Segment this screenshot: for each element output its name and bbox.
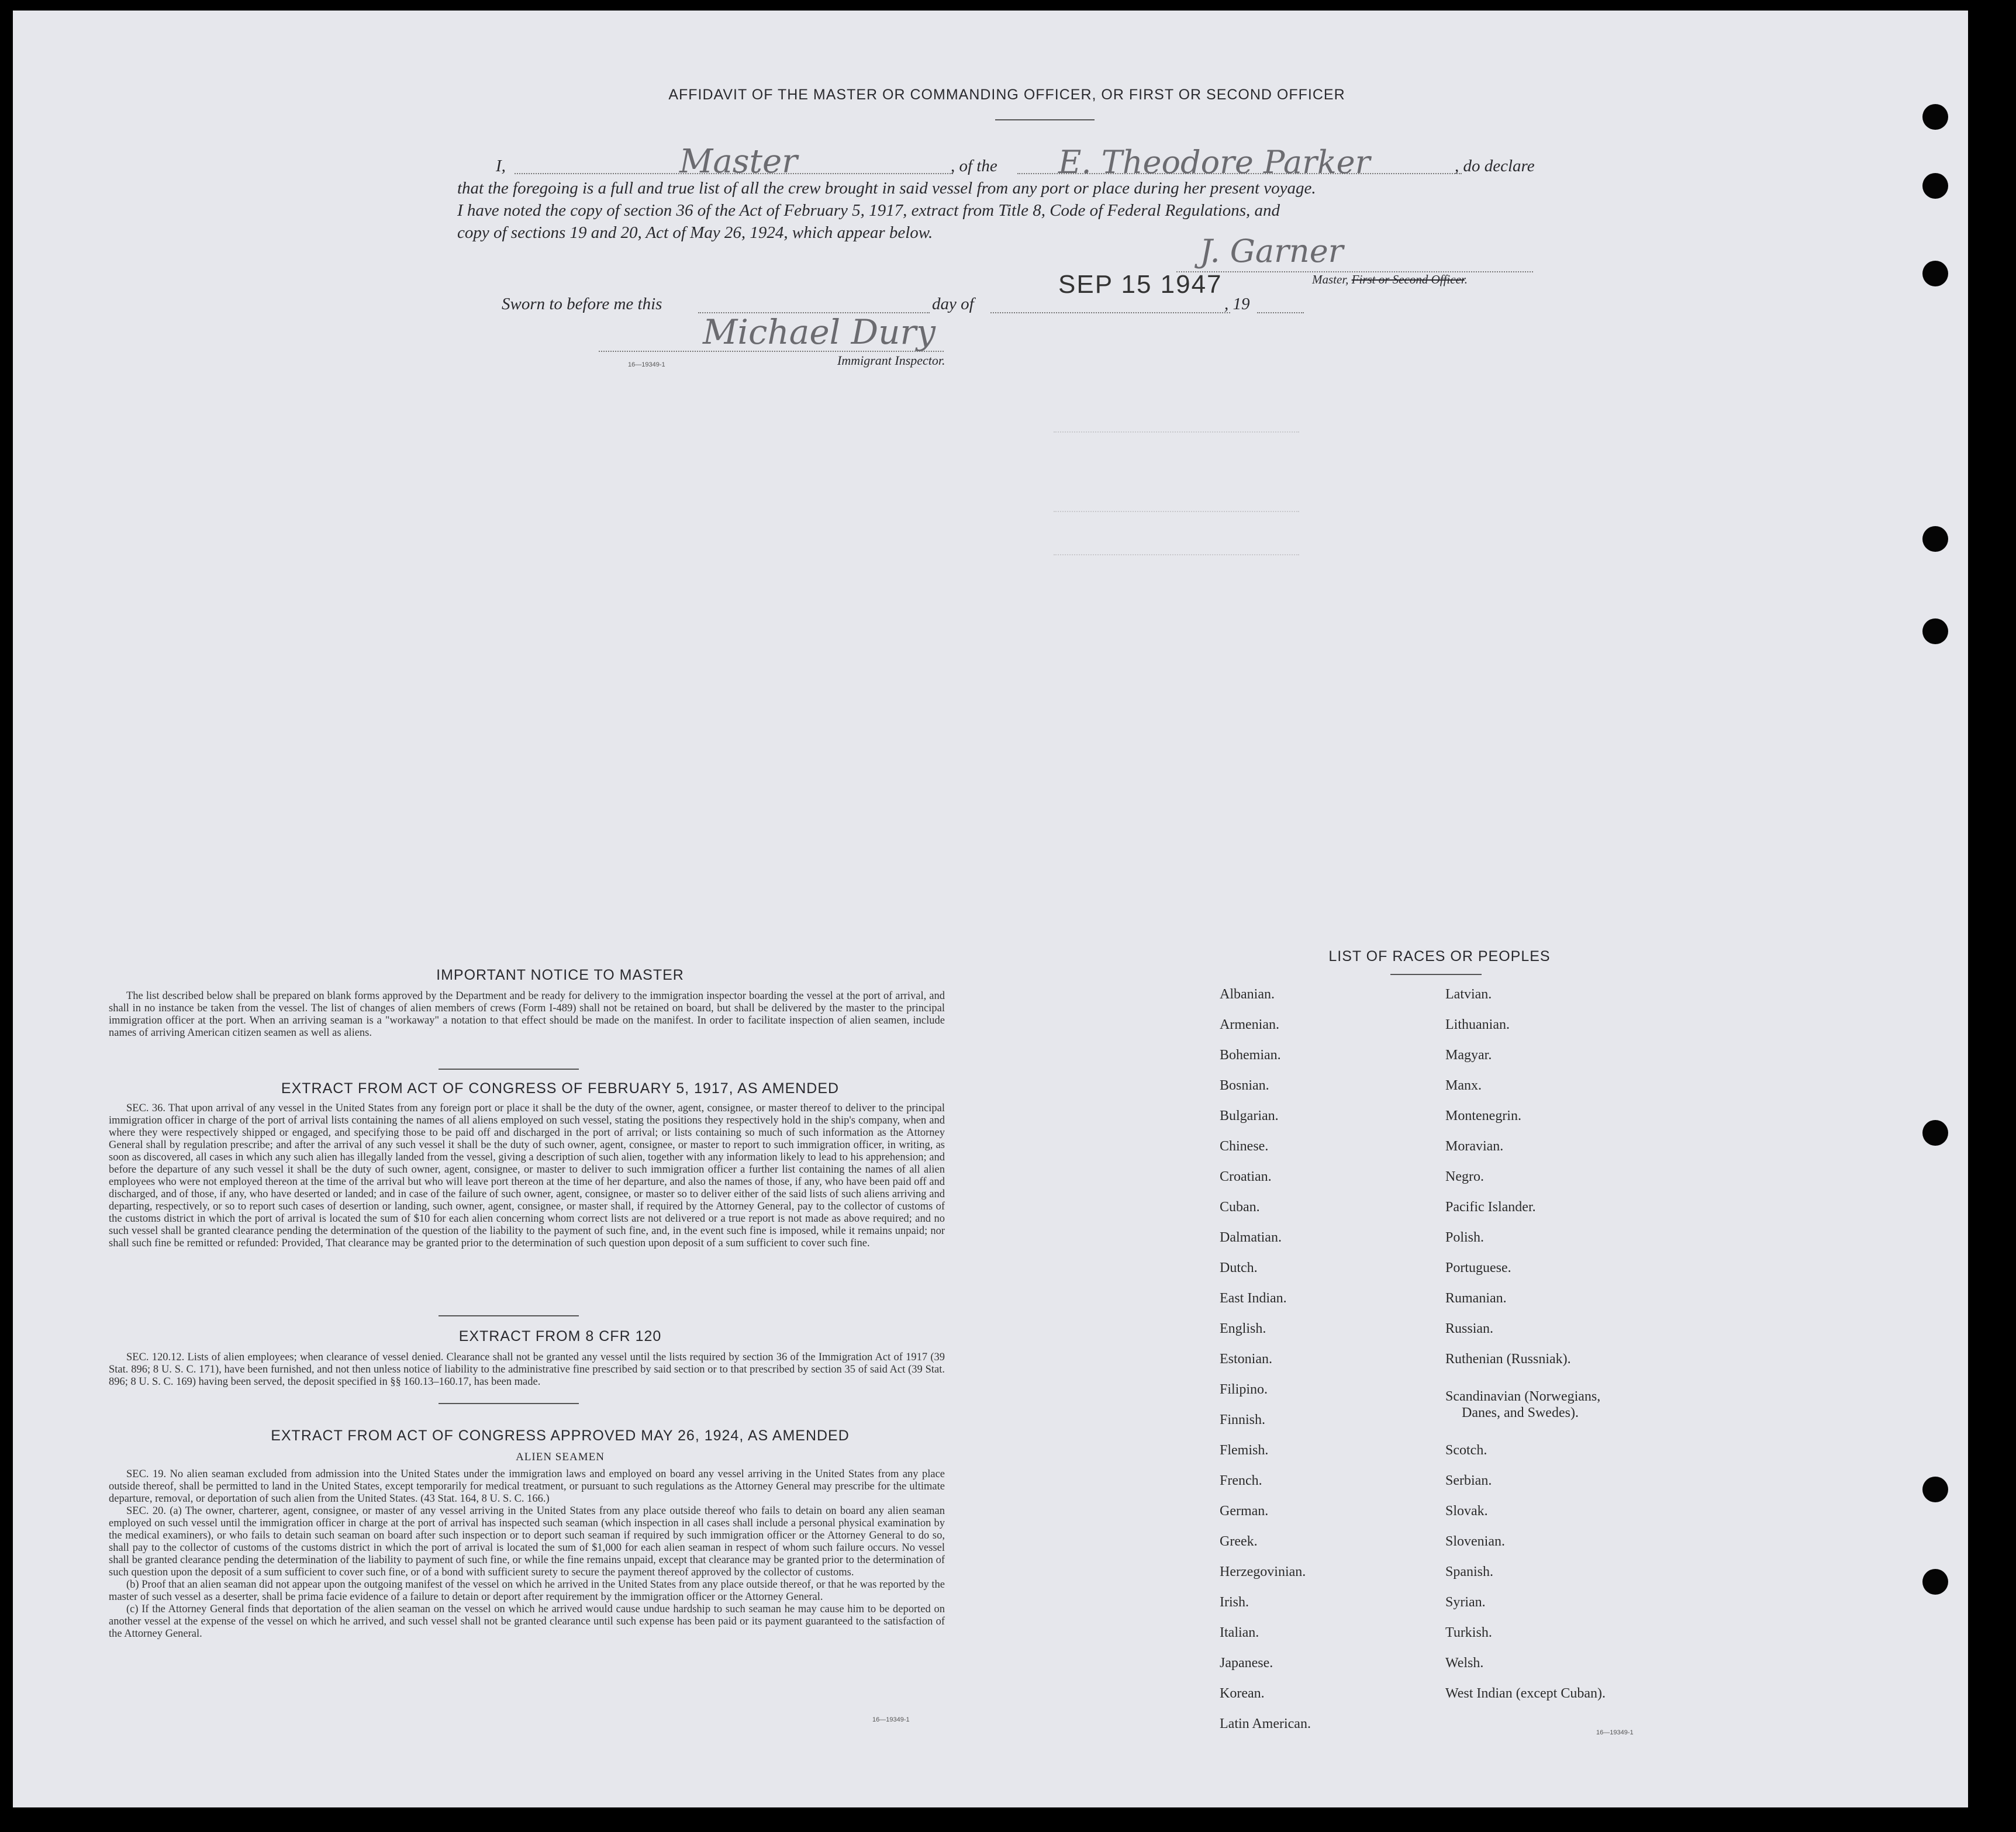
race-item: Japanese. [1220,1655,1273,1671]
binder-hole [1922,261,1948,286]
notice-body: The list described below shall be prepared on blank forms approved by the Department and be ready for delivery to the immigration inspector boarding the vessel at the port of arrival, and shall in no instance be taken from the vessel. The list of changes of alien members of crews (Form I-489) shall not be retained on board, but shall be delivered by the master to the principal immigration officer at the port. When an arriving seaman is a "workaway" a notation to that effect should be made on the manifest. In order to facilitate inspection of alien seamen, include names of arriving American citizen seamen as well as aliens. [109,990,945,1039]
race-item: Filipino. [1220,1382,1268,1397]
race-item: Italian. [1220,1625,1259,1640]
race-item: East Indian. [1220,1291,1287,1306]
binder-hole [1922,618,1948,644]
blank-list-row [1054,511,1299,512]
race-item: Herzegovinian. [1220,1564,1306,1579]
race-item: Moravian. [1445,1139,1504,1154]
affidavit-form-number: 16—19349-1 [628,361,665,368]
race-item: Chinese. [1220,1139,1269,1154]
inspector-signature-line [599,351,944,352]
sec-20c: (c) If the Attorney General finds that deportation of the alien seaman on the vessel on which he arrived would cause undue hardship to such seaman he may cause him to be deported on another vessel at the expense of the vessel on which he arrived, and such vessel shall not be granted clearance until such expense has been paid or its payment guaranteed to the satisfaction of the Attorney General. [109,1603,945,1640]
extract-cfr-title: EXTRACT FROM 8 CFR 120 [458,1328,662,1344]
extract-cfr-body: SEC. 120.12. Lists of alien employees; when clearance of vessel denied. Clearance shall not be granted any vessel until the lists required by section 36 of the Immigration Act of 1917 (39 Stat. 896; 8 U. S. C. 171), have been furnished, and not then unless notice of liability to the administrative fine prescribed by said section or to that prescribed by section 35 of said Act (39 Stat. 896; 8 U. S. C. 169) having been served, the deposit specified in §§ 160.13–160.17, has been made. [109,1351,945,1388]
extract-1924-body [109,1468,945,1640]
race-item: Spanish. [1445,1564,1494,1579]
notice-title: IMPORTANT NOTICE TO MASTER [436,967,684,983]
race-item: French. [1220,1473,1262,1488]
declaration-line-1 [13,143,1968,181]
race-item: Finnish. [1220,1412,1266,1427]
master-caption-suffix: . [1464,272,1468,286]
master-caption [1312,272,1468,287]
race-item: Korean. [1220,1686,1265,1701]
race-item: Rumanian. [1445,1291,1507,1306]
race-item: Latin American. [1220,1716,1311,1731]
sworn-day-of: day of [932,295,974,313]
binder-hole [1922,526,1948,552]
race-item: Slovenian. [1445,1534,1505,1549]
master-title-handwritten: Master [679,143,798,181]
sec-20a: SEC. 20. (a) The owner, charterer, agent, consignee, or master of any vessel arriving in the United States from any place outside thereof who fails to detain on board any alien seaman employed on such vessel until the immigration officer in charge at the port of arrival has inspected such seaman (which inspection in all cases shall include a personal physical examination by the medical examiners), or who fails to detain such seaman on board after such inspection or to deport such seaman if required by such immigration officer or the Attorney General to do so, shall pay to the collector of customs of the customs district in which the port of arrival is located the sum of $1,000 for each alien seaman in respect of whom such failure occurs. No vessel shall be granted clearance pending the determination of the liability to payment of such fine, or while the fine remains unpaid, except that clearance may be granted prior to the determination of such question upon the deposit of a sum sufficient to cover such fine, or of a bond with sufficient surety to secure the payment thereof approved by the collector of customs. [109,1505,945,1578]
race-item: Estonian. [1220,1351,1272,1367]
race-item: Pacific Islander. [1445,1200,1536,1215]
race-item: Scandinavian (Norwegians, [1445,1389,1601,1404]
race-item: Polish. [1445,1230,1485,1245]
declaration-line-3: I have noted the copy of section 36 of the Act of February 5, 1917, extract from Title 8, Code of Federal Regulations, and [457,201,1280,220]
document-page [13,11,1968,1807]
sec-20b: (b) Proof that an alien seaman did not appear upon the outgoing manifest of the vessel on which he arrived in the United States from any place outside thereof, or that he was reported by the master of such vessel as a deserter, shall be prima facie evidence of a failure to detain or deport after requirement by the immigration officer or the Attorney General. [109,1579,945,1603]
declaration-prefix: I, [496,157,506,175]
race-item: Montenegrin. [1445,1108,1521,1124]
race-item: Bulgarian. [1220,1108,1279,1124]
race-item: Negro. [1445,1169,1484,1184]
race-item: Danes, and Swedes). [1462,1405,1579,1420]
race-item: Armenian. [1220,1017,1279,1032]
race-item: West Indian (except Cuban). [1445,1686,1606,1701]
race-item: Serbian. [1445,1473,1492,1488]
extract-1924-title: EXTRACT FROM ACT OF CONGRESS APPROVED MAY 26, 1924, AS AMENDED [271,1427,850,1444]
race-item: Portuguese. [1445,1260,1511,1276]
race-item: Lithuanian. [1445,1017,1510,1032]
binder-hole [1922,1477,1948,1502]
extract-1917-title: EXTRACT FROM ACT OF CONGRESS OF FEBRUARY 5, 1917, AS AMENDED [281,1080,840,1097]
binder-hole [1922,1120,1948,1146]
notice-divider [439,1069,579,1070]
race-item: English. [1220,1321,1266,1336]
sworn-year-line [1257,312,1304,313]
race-item: Welsh. [1445,1655,1484,1671]
race-item: German. [1220,1503,1269,1519]
title-divider [995,119,1095,120]
declaration-line-4: copy of sections 19 and 20, Act of May 26, 1924, which appear below. [457,223,933,242]
binder-hole [1922,104,1948,130]
race-item: Bohemian. [1220,1048,1281,1063]
sworn-prefix: Sworn to before me this [502,295,662,313]
race-item: Slovak. [1445,1503,1488,1519]
race-item: Croatian. [1220,1169,1272,1184]
extract-form-number: 16—19349-1 [872,1716,910,1723]
master-signature: J. Garner [1200,233,1344,269]
affidavit-title: AFFIDAVIT OF THE MASTER OR COMMANDING OFFICER, OR FIRST OR SECOND OFFICER [668,87,1345,103]
race-item: Bosnian. [1220,1078,1269,1093]
race-item: Cuban. [1220,1200,1260,1215]
race-item: Manx. [1445,1078,1482,1093]
race-item: Syrian. [1445,1595,1486,1610]
extract-1917-body: SEC. 36. That upon arrival of any vessel in the United States from any foreign port or place it shall be the duty of the owner, agent, consignee, or master thereof to deliver to the principal immigration officer in charge of the port of arrival lists containing the names of all aliens employed on such vessel, stating the positions they respectively hold in the ship's company, when and where they were respectively shipped or engaged, and specifying those to be paid off and discharged in the port of arrival; or lists containing so much of such information as the Attorney General shall by regulation prescribe; and after the arrival of any such vessel it shall be the duty of such owner, agent, consignee, or master to report to such immigration officer, in writing, as soon as discovered, all cases in which any such alien has illegally landed from the vessel, giving a description of such alien, together with any information likely to lead to his apprehension; and before the departure of any such vessel it shall be the duty of such owner, agent, consignee, or master to deliver to such immigration officer a further list containing the names of all alien employees who were not employed thereon at the time of the arrival but who will leave port thereon at the time of her departure, and also the names of those, if any, who have been paid off and discharged, and of those, if any, who have deserted or landed; and in case of the failure of such owner, agent, consignee, or master so to deliver either of the said lists of such aliens arriving and departing, respectively, or so to report such cases of desertion or landing, such owner, agent, consignee, or master shall, if required by the Attorney General, pay to the collector of customs of the customs district in which the port of arrival is located the sum of $10 for each alien concerning whom correct lists are not delivered or a true report is not made as above required; and no such vessel shall be granted clearance pending the determination of the question of the liability to the payment of such fine, and, in the event such fine is imposed, while it remains unpaid; nor shall such fine be remitted or refunded: Provided, That clearance may be granted prior to the determination of such question upon deposit of a sum sufficient to cover such fine. [109,1102,945,1249]
races-form-number: 16—19349-1 [1596,1729,1634,1736]
inspector-caption: Immigrant Inspector. [837,353,945,368]
inspector-signature: Michael Dury [703,312,936,352]
declare-label: , do declare [1455,157,1535,175]
race-item: Turkish. [1445,1625,1492,1640]
races-divider [1390,974,1482,975]
race-item: Flemish. [1220,1443,1269,1458]
extract-cfr-divider [439,1403,579,1404]
race-item: Russian. [1445,1321,1494,1336]
binder-hole [1922,1569,1948,1595]
race-item: Dalmatian. [1220,1230,1282,1245]
blank-list-row [1054,554,1299,555]
vessel-name-handwritten: E. Theodore Parker [1058,144,1371,181]
sworn-month-line [990,312,1230,313]
race-item: Scotch. [1445,1443,1487,1458]
declaration-line-2: that the foregoing is a full and true list of all the crew brought in said vessel from any port or place during her present voyage. [457,179,1316,198]
race-item: Greek. [1220,1534,1258,1549]
date-stamp: SEP 15 1947 [1058,270,1223,299]
race-item: Albanian. [1220,987,1275,1002]
race-item: Ruthenian (Russniak). [1445,1351,1571,1367]
race-item: Latvian. [1445,987,1492,1002]
extract-1924-subtitle: ALIEN SEAMEN [516,1451,605,1463]
blank-list-row [1054,431,1299,433]
sworn-year: , 19 [1224,295,1250,313]
master-caption-prefix: Master, [1312,272,1352,286]
master-caption-struck: First or Second Officer [1351,272,1465,286]
race-item: Irish. [1220,1595,1249,1610]
races-title: LIST OF RACES OR PEOPLES [1328,948,1551,965]
race-item: Dutch. [1220,1260,1258,1276]
of-the-label: , of the [951,157,997,175]
race-item: Magyar. [1445,1048,1492,1063]
sec-19: SEC. 19. No alien seaman excluded from admission into the United States under the immigration laws and employed on board any vessel arriving in the United States from any place outside thereof, shall be permitted to land in the United States, except temporarily for medical treatment, or pursuant to such regulations as the Attorney General may prescribe for the ultimate departure, removal, or deportation of such alien from the United States. (43 Stat. 164, 8 U. S. C. 166.) [109,1468,945,1505]
extract-1917-divider [439,1315,579,1316]
